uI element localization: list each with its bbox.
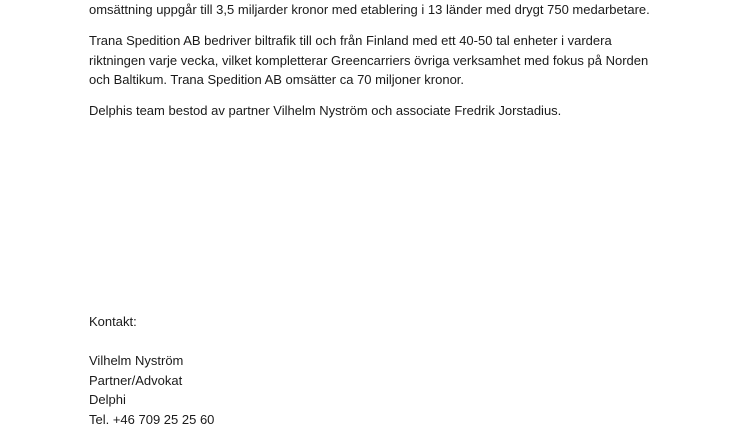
paragraph-trana [89,31,689,90]
paragraph-line: Delphis team bestod av partner Vilhelm Nyström och associate Fredrik Jorstadius. [89,101,689,121]
paragraph-line: Trana Spedition AB bedriver biltrafik till och från Finland med ett 40-50 tal enheter i vardera [89,31,689,51]
contact-name: Vilhelm Nyström [89,351,689,371]
contact-heading: Kontakt: [89,312,689,332]
paragraph-line: omsättning uppgår till 3,5 miljarder kronor med etablering i 13 länder med drygt 750 medarbetare. [89,0,689,20]
paragraph-line: och Baltikum. Trana Spedition AB omsätter ca 70 miljoner kronor. [89,70,689,90]
paragraph-team [89,101,689,121]
contact-title: Partner/Advokat [89,371,689,391]
paragraph-line: riktningen varje vecka, vilket kompletterar Greencarriers övriga verksamhet med fokus på Norden [89,51,689,71]
contact-block [89,351,689,429]
contact-phone: Tel. +46 709 25 25 60 [89,410,689,429]
contact-company: Delphi [89,390,689,410]
paragraph-revenue [89,0,689,20]
